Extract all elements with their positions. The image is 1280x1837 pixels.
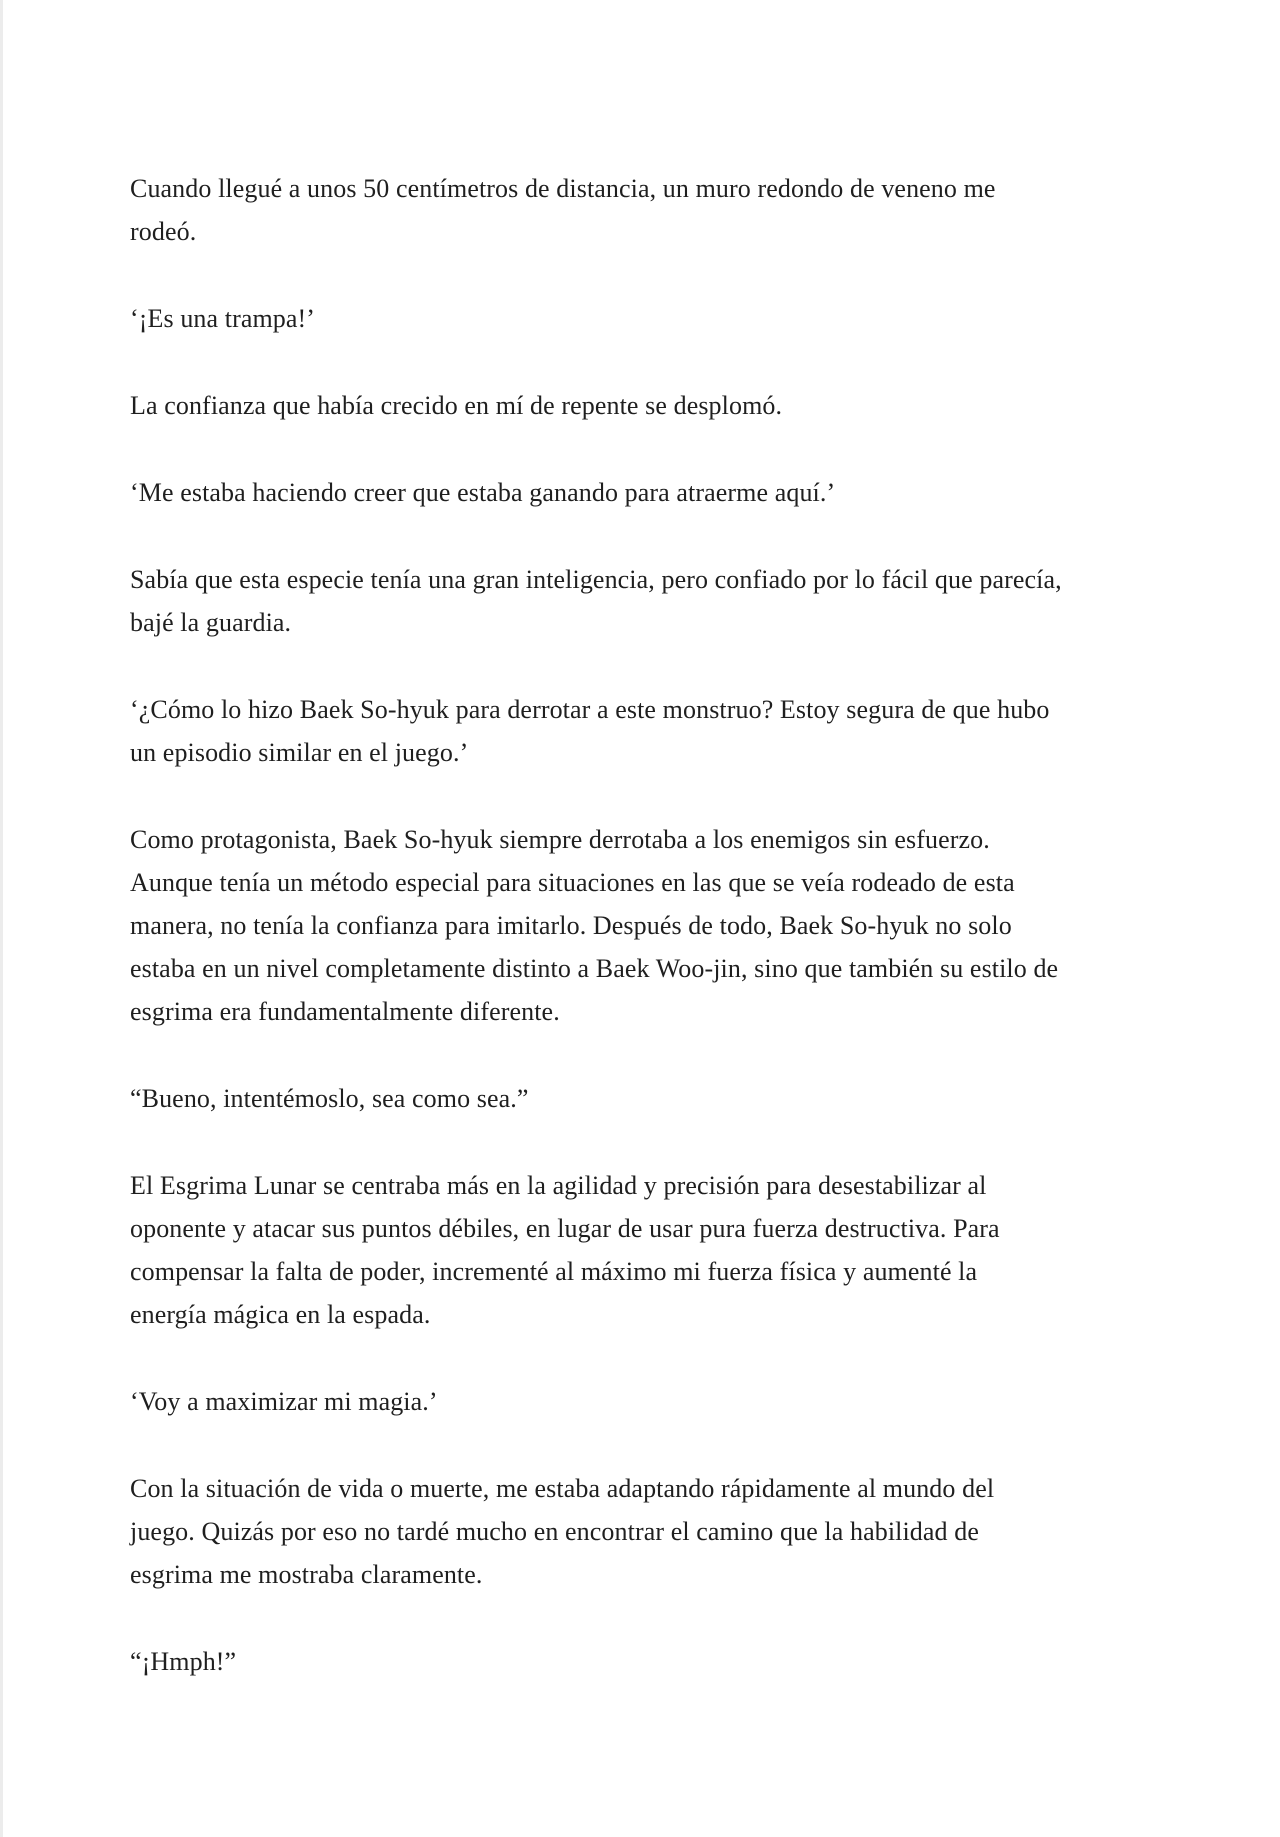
- text-line: ‘Voy a maximizar mi magia.’: [130, 1387, 438, 1416]
- paragraph: [130, 558, 1190, 644]
- paragraph: [130, 1164, 1190, 1336]
- page-edge-divider: [0, 0, 3, 1837]
- paragraph: [130, 688, 1190, 774]
- text-line: Cuando llegué a unos 50 centímetros de distancia, un muro redondo de veneno me: [130, 174, 996, 203]
- text-line: manera, no tenía la confianza para imitarlo. Después de todo, Baek So-hyuk no solo: [130, 911, 1012, 940]
- paragraph: [130, 297, 1190, 340]
- text-line: juego. Quizás por eso no tardé mucho en encontrar el camino que la habilidad de: [130, 1517, 979, 1546]
- text-line: ‘¡Es una trampa!’: [130, 304, 316, 333]
- text-line: oponente y atacar sus puntos débiles, en lugar de usar pura fuerza destructiva. Para: [130, 1214, 1000, 1243]
- text-line: “Bueno, intentémoslo, sea como sea.”: [130, 1084, 529, 1113]
- paragraph: [130, 1467, 1190, 1596]
- document-body: [130, 167, 1190, 1727]
- text-line: ‘Me estaba haciendo creer que estaba ganando para atraerme aquí.’: [130, 478, 836, 507]
- text-line: “¡Hmph!”: [130, 1647, 237, 1676]
- text-line: compensar la falta de poder, incrementé al máximo mi fuerza física y aumenté la: [130, 1257, 978, 1286]
- text-line: El Esgrima Lunar se centraba más en la agilidad y precisión para desestabilizar al: [130, 1171, 987, 1200]
- text-line: esgrima me mostraba claramente.: [130, 1560, 483, 1589]
- text-line: bajé la guardia.: [130, 608, 292, 637]
- text-line: un episodio similar en el juego.’: [130, 738, 469, 767]
- paragraph: [130, 384, 1190, 427]
- text-line: ‘¿Cómo lo hizo Baek So-hyuk para derrotar a este monstruo? Estoy segura de que hubo: [130, 695, 1050, 724]
- text-line: rodeó.: [130, 217, 197, 246]
- text-line: esgrima era fundamentalmente diferente.: [130, 997, 560, 1026]
- paragraph: [130, 1380, 1190, 1423]
- paragraph: [130, 471, 1190, 514]
- paragraph: [130, 818, 1190, 1033]
- paragraph: [130, 1640, 1190, 1683]
- text-line: Sabía que esta especie tenía una gran inteligencia, pero confiado por lo fácil que parecía,: [130, 565, 1062, 594]
- text-line: estaba en un nivel completamente distinto a Baek Woo-jin, sino que también su estilo de: [130, 954, 1059, 983]
- paragraph: [130, 167, 1190, 253]
- text-line: Aunque tenía un método especial para situaciones en las que se veía rodeado de esta: [130, 868, 1015, 897]
- text-line: La confianza que había crecido en mí de repente se desplomó.: [130, 391, 783, 420]
- paragraph: [130, 1077, 1190, 1120]
- text-line: Como protagonista, Baek So-hyuk siempre derrotaba a los enemigos sin esfuerzo.: [130, 825, 990, 854]
- text-line: Con la situación de vida o muerte, me estaba adaptando rápidamente al mundo del: [130, 1474, 995, 1503]
- text-line: energía mágica en la espada.: [130, 1300, 431, 1329]
